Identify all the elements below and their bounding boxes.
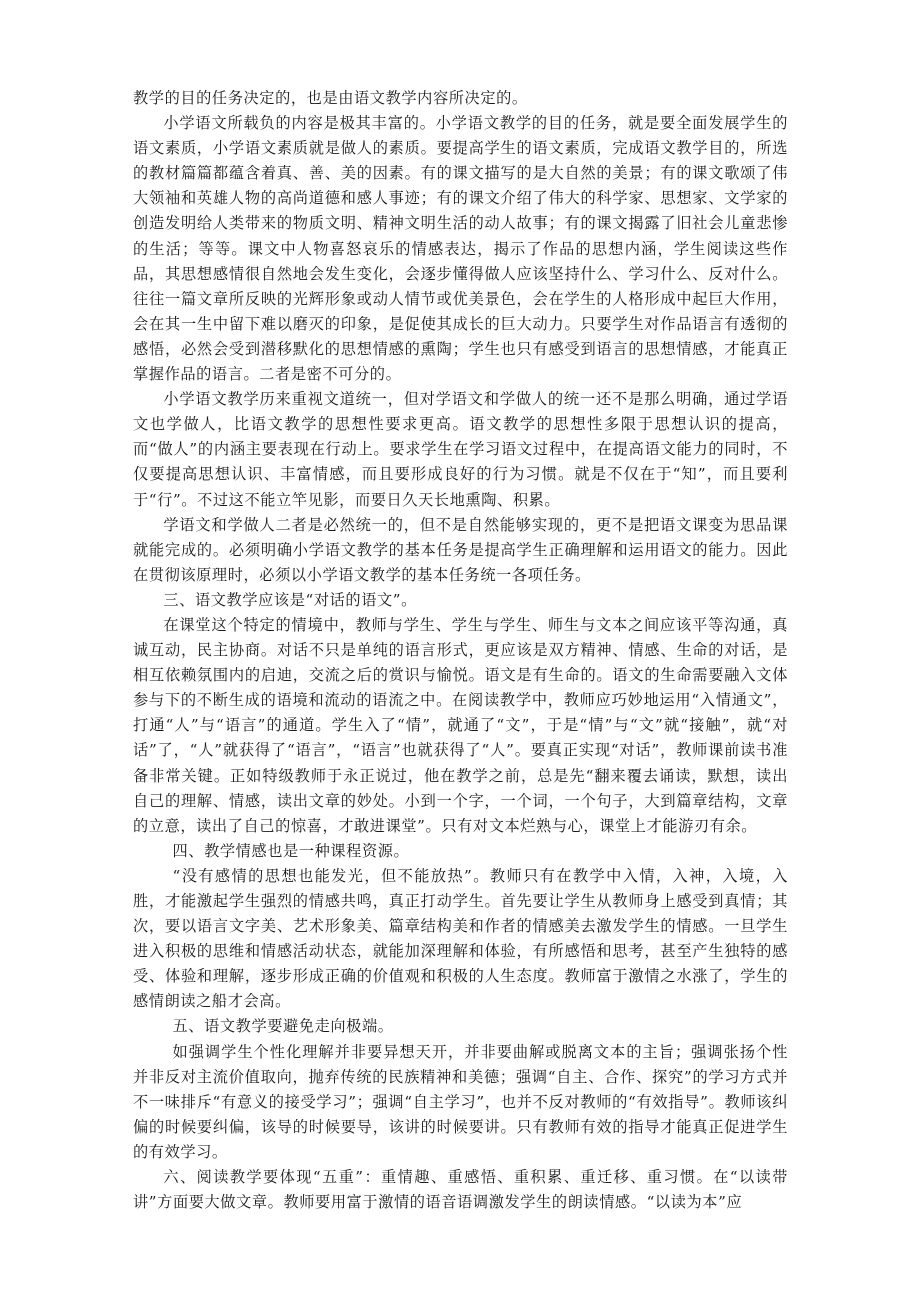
paragraph-content-richness: 小学语文所载负的内容是极其丰富的。小学语文教学的目的任务，就是要全面发展学生的语文素质，小学语文素质就是做人的素质。要提高学生的语文素质，完成语文教学目的，所选的教材篇篇都蕴含着真、善、美的因素。有的课文描写的是大自然的美景；有的课文歌颂了伟大领袖和英雄人物的高尚道德和感人事迹；有的课文介绍了伟大的科学家、思想家、文学家的创造发明给人类带来的物质文明、精神文明生活的动人故事；有的课文揭露了旧社会儿童悲惨的生活；等等。课文中人物喜怒哀乐的情感表达，揭示了作品的思想内涵，学生阅读这些作品，其思想感情很自然地会发生变化，会逐步懂得做人应该坚持什么、学习什么、反对什么。往往一篇文章所反映的光辉形象或动人情节或优美景色，会在学生的人格形成中起巨大作用，会在其一生中留下难以磨灭的印象，是促使其成长的巨大动力。只要学生对作品语言有透彻的感悟，必然会受到潜移默化的思想情感的熏陶；学生也只有感受到语言的思想情感，才能真正掌握作品的语言。二者是密不可分的。 xyxy=(133,114,788,384)
section-heading-5: 五、语文教学要避免走向极端。 xyxy=(172,1017,394,1036)
section-heading-4: 四、教学情感也是一种课程资源。 xyxy=(172,841,410,860)
paragraph-dialogue: 在课堂这个特定的情境中，教师与学生、学生与学生、师生与文本之间应该平等沟通，真诚互动，民主协商。对话不只是单纯的语言形式，更应该是双方精神、情感、生命的对话，是相互依赖氛围内的启迪，交流之后的赏识与愉悦。语文是有生命的。语文的生命需要融入文体参与下的不断生成的语境和流动的语流之中。在阅读教学中，教师应巧妙地运用“入情通文”，打通“人”与“语言”的通道。学生入了“情”，就通了“文”，于是“情”与“文”就“接触”，就“对话”了，“人”就获得了“语言”，“语言”也就获得了“人”。要真正实现“对话”，教师课前读书准备非常关键。正如特级教师于永正说过，他在教学之前，总是先“翻来覆去诵读，默想，读出自己的理解、情感，读出文章的妙处。小到一个字，一个词，一个句子，大到篇章结构，文章的立意，读出了自己的惊喜，才敢进课堂”。只有对文本烂熟与心，课堂上才能游刃有余。 xyxy=(133,615,788,835)
paragraph-learning-and-living: 小学语文教学历来重视文道统一，但对学语文和学做人的统一还不是那么明确，通过学语文也学做人，比语文教学的思想性要求更高。语文教学的思想性多限于思想认识的提高，而“做人”的内涵主要表现在行动上。要求学生在学习语文过程中，在提高语文能力的同时，不仅要提高思想认识、丰富情感，而且要形成良好的行为习惯。就是不仅在于“知”，而且要利于“行”。不过这不能立竿见影，而要日久天长地熏陶、积累。 xyxy=(133,390,788,509)
paragraph-emotion-resource: “没有感情的思想也能发光，但不能放热”。教师只有在教学中入情，入神，入境，入胜，才能激起学生强烈的情感共鸣，真正打动学生。首先要让学生从教师身上感受到真情；其次，要以语言文字美、艺术形象美、篇章结构美和作者的情感美去激发学生的情感。一旦学生进入积极的思维和情感活动状态，就能加深理解和体验，有所感悟和思考，甚至产生独特的感受、体验和理解，逐步形成正确的价值观和积极的人生态度。教师富于激情之水涨了，学生的感情朗读之船才会高。 xyxy=(133,866,788,1011)
paragraph-continuation: 教学的目的任务决定的，也是由语文教学内容所决定的。 xyxy=(133,89,528,107)
document-page xyxy=(133,86,788,1215)
paragraph-reading-teaching: 六、阅读教学要体现“五重”：重情趣、重感悟、重积累、重迁移、重习惯。在“以读带讲”方面要大做文章。教师要用富于激情的语音语调激发学生的朗读情感。“以读为本”应 xyxy=(133,1168,788,1212)
paragraph-unity-of-tasks: 学语文和学做人二者是必然统一的，但不是自然能够实现的，更不是把语文课变为思品课就能完成的。必须明确小学语文教学的基本任务是提高学生正确理解和运用语文的能力。因此在贯彻该原理时，必须以小学语文教学的基本任务统一各项任务。 xyxy=(133,515,788,584)
paragraph-avoid-extremes: 如强调学生个性化理解并非要异想天开，并非要曲解或脱离文本的主旨；强调张扬个性并非反对主流价值取向，抛弃传统的民族精神和美德；强调“自主、合作、探究”的学习方式并不一味排斥“有意义的接受学习”；强调“自主学习”，也并不反对教师的“有效指导”。教师该纠偏的时候要纠偏，该导的时候要导，该讲的时候要讲。只有教师有效的指导才能真正促进学生的有效学习。 xyxy=(133,1042,788,1161)
section-heading-3: 三、语文教学应该是“对话的语文”。 xyxy=(163,590,417,609)
